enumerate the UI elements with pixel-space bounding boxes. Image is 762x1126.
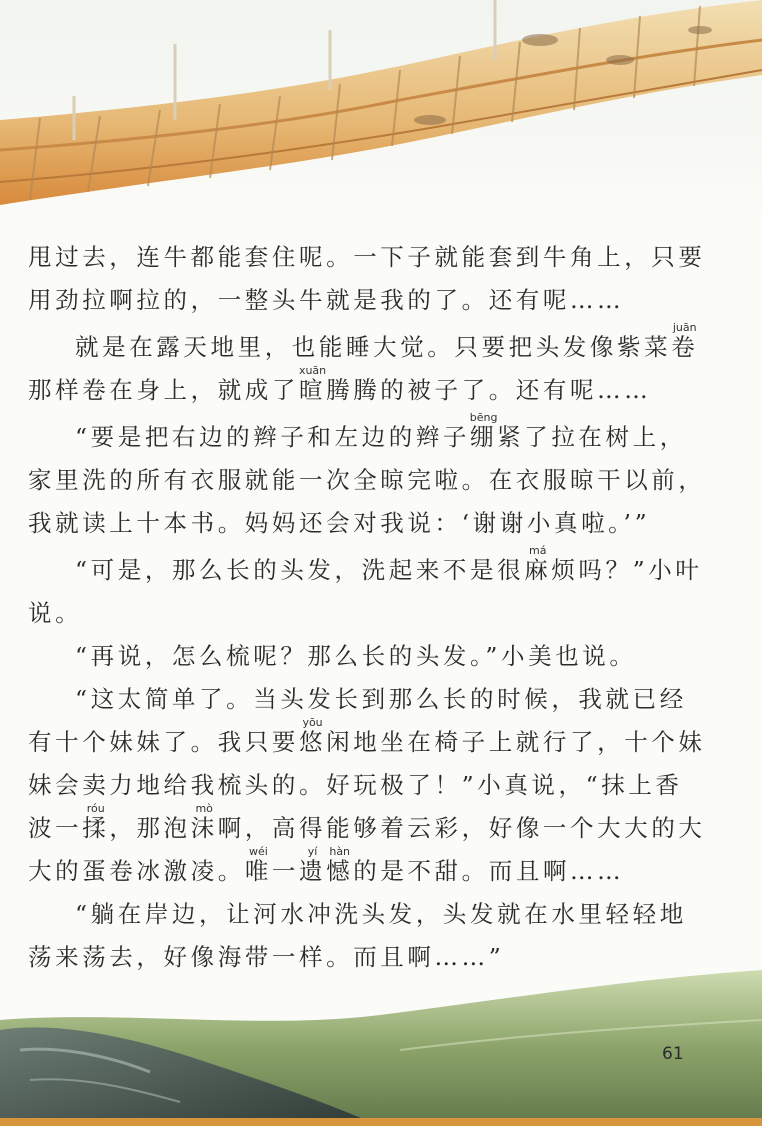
text-run: 一 xyxy=(271,857,300,885)
paragraph xyxy=(28,545,708,635)
text-run: 那样卷在身上，就成了 xyxy=(28,376,299,404)
annotated-character: 沫mò xyxy=(190,802,218,842)
text-run: “要是把右边的辫子和左边的辫子 xyxy=(75,423,471,451)
pinyin-annotation: bēng xyxy=(469,411,498,424)
annotated-character: 揉róu xyxy=(82,802,110,842)
text-run: 甩过去，连牛都能套住呢。一下子就能套到牛角上，只要用劲拉啊拉的，一整头牛就是我的了。还有呢…… xyxy=(28,243,706,314)
pinyin-annotation: yōu xyxy=(299,716,327,729)
text-run: “躺在岸边，让河水冲洗头发，头发就在水里轻轻地荡来荡去，好像海带一样。而且啊……” xyxy=(28,900,687,971)
text-run: 烦吗？”小叶说。 xyxy=(28,556,703,627)
paragraph xyxy=(28,635,708,678)
pinyin-annotation: yí xyxy=(299,845,327,858)
annotated-character: 麻má xyxy=(524,544,552,584)
text-run: “再说，怎么梳呢？那么长的头发。”小美也说。 xyxy=(75,642,637,670)
text-run: 腾腾的被子了。还有呢…… xyxy=(326,376,652,404)
pinyin-annotation: wéi xyxy=(244,845,272,858)
pinyin-annotation: má xyxy=(524,544,552,557)
text-run: “这太简单了。当头发长到那么长的时候，我就已经有十个妹妹了。我只要 xyxy=(28,685,687,756)
text-run: 的是不甜。而且啊…… xyxy=(353,857,625,885)
pinyin-annotation: róu xyxy=(82,802,110,815)
annotated-character: 卷juān xyxy=(671,321,699,361)
annotated-character: 遗yí xyxy=(299,845,327,885)
page-number: 61 xyxy=(662,1044,684,1064)
bamboo-bridge-illustration xyxy=(0,0,762,220)
annotated-character: 暄xuān xyxy=(298,364,327,404)
pinyin-annotation: juān xyxy=(671,321,699,334)
pinyin-annotation: xuān xyxy=(298,364,327,377)
annotated-character: 唯wéi xyxy=(244,845,272,885)
pinyin-annotation: hàn xyxy=(326,845,354,858)
text-run: 紧了拉在树上，家里洗的所有衣服就能一次全晾完啦。在衣服晾干以前，我就读上十本书。妈妈还会对我说：‘谢谢小真啦。’” xyxy=(28,423,706,537)
text-run: 闲地坐在椅子上就行了，十个妹妹会卖力地给我梳头的。好玩极了！”小真说，“抹上香波一 xyxy=(28,728,706,842)
text-run: “可是，那么长的头发，洗起来不是很 xyxy=(75,556,525,584)
annotated-character: 悠yōu xyxy=(299,716,327,756)
text-run: 啊，高得能够着云彩，好像一个大大的大大的蛋卷冰激凌。 xyxy=(28,814,706,885)
text-run: ，那泡 xyxy=(109,814,191,842)
pinyin-annotation: mò xyxy=(190,802,218,815)
story-text xyxy=(28,236,708,979)
paragraph xyxy=(28,678,708,893)
text-run: 就是在露天地里，也能睡大觉。只要把头发像紫菜 xyxy=(75,333,672,361)
annotated-character: 绷bēng xyxy=(469,411,498,451)
paragraph xyxy=(28,412,708,545)
annotated-character: 憾hàn xyxy=(326,845,354,885)
paragraph xyxy=(28,322,708,412)
riverbank-illustration xyxy=(0,960,762,1126)
paragraph xyxy=(28,236,708,322)
